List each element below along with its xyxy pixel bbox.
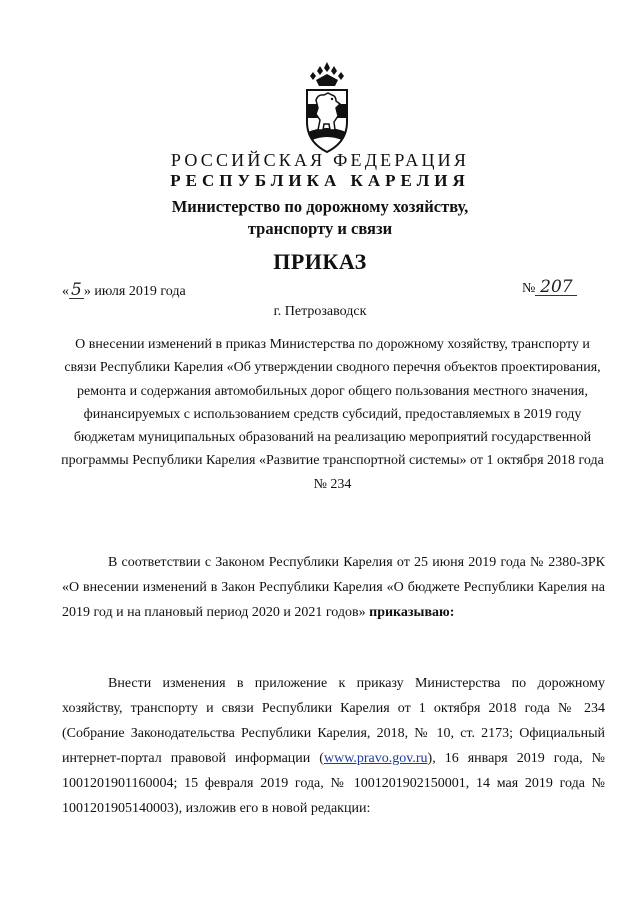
document-type-title: ПРИКАЗ	[273, 249, 367, 274]
handwritten-day: 5	[71, 280, 82, 300]
order-text-part-2: ), 16 января 2019 года, № 1001201901160004; 15 февраля 2019 года, № 1001201902150001, 14 мая 2019 года № 1001201905140003), изложив его в новой редакции:	[62, 751, 605, 816]
pravo-gov-link[interactable]: www.pravo.gov.ru	[323, 751, 428, 766]
ministry-name-line-2: транспорту и связи	[247, 219, 393, 238]
preamble-text: В соответствии с Законом Республики Карелия от 25 июня 2019 года № 2380-ЗРК «О внесении изменений в Закон Республики Карелия «О бюджете Республики Карелия на 2019 год и на плановый период 2020 и 2021 годов»	[62, 555, 605, 620]
ministry-name-line-1: Министерство по дорожному хозяйству,	[171, 197, 469, 216]
country-title: РОССИЙСКАЯ ФЕДЕРАЦИЯ	[170, 150, 470, 170]
order-date	[62, 280, 186, 300]
order-text-part-1: Внести изменения в приложение к приказу Министерства по дорожному хозяйству, транспорту и связи Республики Карелия от 1 октября 2018 года № 234 (Собрание Законодательства Республики Карелия, 2018, № 10, ст. 2173; Официальный интернет-портал правовой информации (	[62, 676, 605, 766]
order-paragraph	[62, 671, 605, 821]
preamble-paragraph	[62, 550, 605, 625]
number-label: №	[522, 281, 536, 296]
republic-title: РЕСПУБЛИКА КАРЕЛИЯ	[170, 171, 470, 190]
order-number	[522, 277, 577, 297]
order-keyword: приказываю:	[369, 605, 455, 620]
date-open-quote: «	[62, 284, 69, 299]
ministry-name	[0, 196, 640, 240]
city-name: г. Петрозаводск	[273, 304, 367, 319]
karelia-coat-of-arms-icon	[302, 60, 352, 156]
handwritten-number: 207	[535, 280, 577, 296]
date-month-year: июля 2019 года	[94, 284, 186, 299]
date-close-quote: »	[83, 284, 91, 299]
order-subject: О внесении изменений в приказ Министерства по дорожному хозяйству, транспорту и связи Республики Карелия «Об утверждении сводного перечня объектов проектирования, ремонта и содержания автомобильных дорог общего пользования местного значения, финансируемых с использованием средств субсидий, предоставляемых в 2019 году бюджетам муниципальных образований на реализацию мероприятий государственной программы Республики Карелия «Развитие транспортной системы» от 1 октября 2018 года № 234	[61, 337, 604, 492]
